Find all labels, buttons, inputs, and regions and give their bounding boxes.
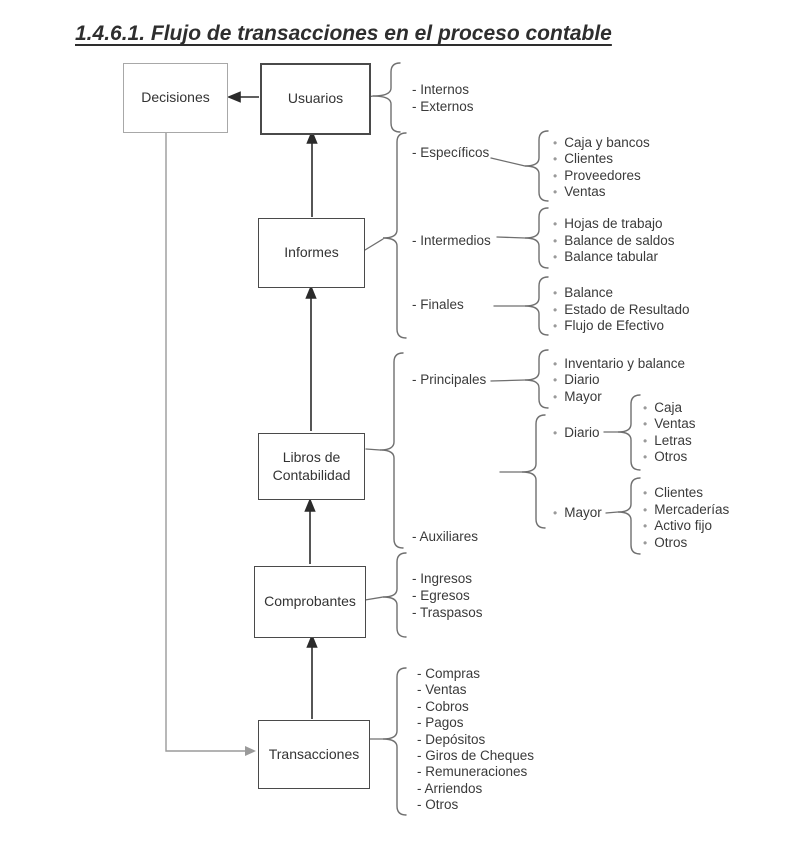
brace-comprobantes <box>383 553 406 637</box>
arrow-usuarios-to-decisiones <box>229 93 259 102</box>
bullet-icon: • <box>643 401 648 415</box>
list-item: - Otros <box>417 797 459 813</box>
aux-diario-label: • Diario <box>553 425 600 440</box>
list-item: • Balance de saldos <box>553 232 675 248</box>
bullet-icon: • <box>553 217 558 231</box>
intermedios-list <box>553 216 675 266</box>
list-item: • Mercaderías <box>643 501 730 517</box>
list-item: - Compras <box>417 666 481 681</box>
list-item: • Ventas <box>643 416 696 432</box>
bullet-icon: • <box>553 319 558 333</box>
list-item: - Internos <box>412 82 470 97</box>
list-item: • Hojas de trabajo <box>553 216 663 231</box>
list-item: - Ventas <box>417 682 467 698</box>
list-item: • Mayor <box>553 388 602 404</box>
aux-diario-list <box>643 400 696 466</box>
bullet-icon: • <box>643 502 648 517</box>
node-transacciones-label: Transacciones <box>268 745 360 762</box>
bullet-icon: • <box>553 506 558 520</box>
node-libros-label: Libros de Contabilidad <box>272 449 351 483</box>
list-item: • Letras <box>643 432 692 448</box>
brace-transacciones <box>383 668 406 815</box>
list-item: - Pagos <box>417 715 464 731</box>
libros-categoria-principales-label: - Principales <box>412 372 487 387</box>
node-transacciones <box>258 720 370 789</box>
transacciones-detail-list <box>417 666 534 814</box>
brace-principales <box>525 350 548 408</box>
connector-especificos <box>491 158 525 166</box>
node-usuarios-label: Usuarios <box>287 90 344 107</box>
brace-finales <box>525 277 548 335</box>
list-item: - Remuneraciones <box>417 764 528 780</box>
list-item: • Otros <box>643 449 688 465</box>
list-item: • Clientes <box>553 151 613 167</box>
list-item: - Cobros <box>417 698 469 714</box>
list-item: - Arriendos <box>417 780 483 796</box>
list-item: • Balance tabular <box>553 249 659 264</box>
list-item: - Giros de Cheques <box>417 748 535 764</box>
node-informes <box>258 218 365 288</box>
connector-principales <box>491 380 525 381</box>
list-item: - Ingresos <box>412 571 473 586</box>
bullet-icon: • <box>553 152 558 167</box>
diagram-title: 1.4.6.1. Flujo de transacciones en el proceso contable <box>75 22 612 45</box>
arrow-transacciones-to-comprobantes <box>308 636 317 719</box>
bullet-icon: • <box>553 357 558 371</box>
connector-informes <box>365 239 383 250</box>
node-comprobantes <box>254 566 366 638</box>
informes-categoria-finales-label: - Finales <box>412 297 464 312</box>
brace-informes <box>383 133 406 338</box>
list-item: • Proveedores <box>553 167 641 183</box>
node-decisiones-label: Decisiones <box>141 89 210 106</box>
libros-categoria-auxiliares-label: - Auxiliares <box>412 529 479 544</box>
list-item: - Traspasos <box>412 605 483 620</box>
brace-especificos <box>525 131 548 201</box>
principales-list <box>553 356 685 405</box>
aux-mayor-list <box>643 485 729 551</box>
bullet-icon: • <box>553 302 558 317</box>
node-decisiones <box>123 63 228 133</box>
list-item: • Flujo de Efectivo <box>553 318 665 333</box>
list-item: • Estado de Resultado <box>553 301 690 317</box>
list-item: • Clientes <box>643 485 703 500</box>
node-usuarios <box>260 63 371 135</box>
bullet-icon: • <box>553 233 558 248</box>
informes-categoria-intermedios-label: - Intermedios <box>412 233 491 248</box>
bullet-icon: • <box>553 286 558 300</box>
list-item: - Depósitos <box>417 731 486 747</box>
bullet-icon: • <box>643 519 648 534</box>
bullet-icon: • <box>643 535 648 550</box>
bullet-icon: • <box>553 136 558 150</box>
finales-list <box>553 285 690 335</box>
arrow-informes-to-usuarios <box>308 132 317 217</box>
comprobantes-detail-list <box>412 570 483 621</box>
brace-usuarios <box>373 63 400 132</box>
list-item: • Diario <box>553 372 600 388</box>
brace-auxiliares-group <box>522 415 545 528</box>
list-item: • Inventario y balance <box>553 356 686 371</box>
list-item: • Caja <box>643 400 682 415</box>
list-item: - Egresos <box>412 588 470 603</box>
brace-aux-diario <box>618 395 640 470</box>
list-item: • Balance <box>553 285 613 300</box>
arrow-comprobantes-to-libros <box>306 500 315 564</box>
especificos-list <box>553 135 650 200</box>
list-item: • Caja y bancos <box>553 135 650 150</box>
list-item: • Ventas <box>553 183 606 199</box>
bullet-icon: • <box>553 389 558 404</box>
node-comprobantes-label: Comprobantes <box>264 593 356 610</box>
bullet-icon: • <box>553 373 558 388</box>
list-item: • Otros <box>643 534 688 550</box>
connector-comprobantes <box>365 597 383 600</box>
bullet-icon: • <box>643 433 648 448</box>
bullet-icon: • <box>643 450 648 465</box>
bullet-icon: • <box>643 417 648 432</box>
brace-aux-mayor <box>618 478 640 554</box>
aux-mayor-label: • Mayor <box>553 505 602 520</box>
bullet-icon: • <box>643 486 648 500</box>
brace-intermedios <box>525 208 548 268</box>
bullet-icon: • <box>553 168 558 183</box>
node-informes-label: Informes <box>284 244 339 261</box>
list-item: - Externos <box>412 99 474 114</box>
arrow-decisiones-to-transacciones <box>166 132 256 756</box>
brace-libros <box>380 353 403 548</box>
list-item: • Activo fijo <box>643 518 712 534</box>
bullet-icon: • <box>553 426 558 440</box>
connector-intermedios <box>497 237 525 238</box>
usuarios-detail-list <box>412 81 474 115</box>
connector-aux-mayor <box>606 512 618 513</box>
connector-libros <box>366 449 380 450</box>
arrow-libros-to-informes <box>307 287 316 431</box>
bullet-icon: • <box>553 184 558 199</box>
bullet-icon: • <box>553 250 558 264</box>
node-libros-de-contabilidad <box>258 433 365 500</box>
informes-categoria-especificos-label: - Específicos <box>412 145 490 160</box>
